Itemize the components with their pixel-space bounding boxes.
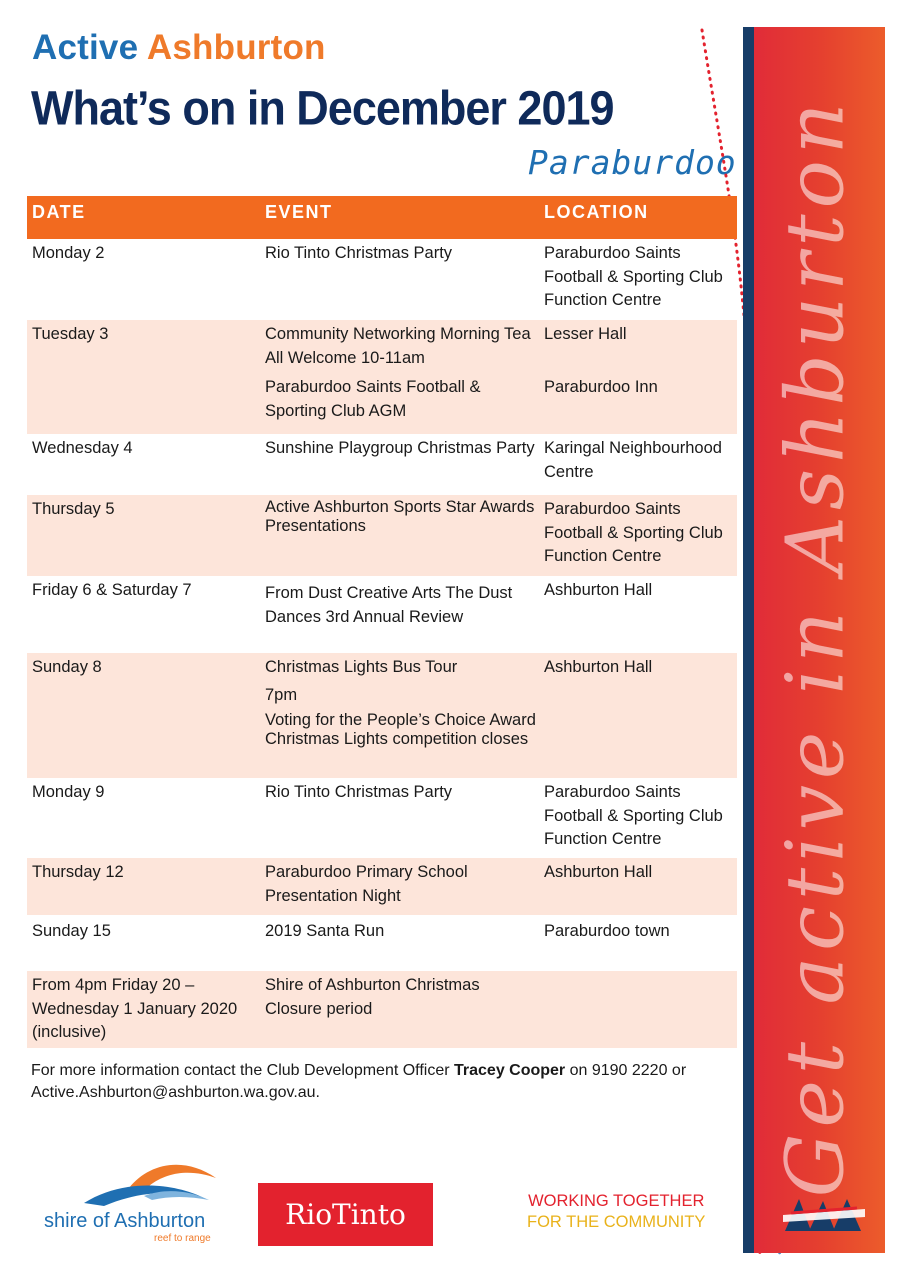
- row-event: 2019 Santa Run: [265, 922, 385, 940]
- row-event: Paraburdoo Saints Football & Sporting Club AGM: [265, 378, 481, 420]
- row-location: Ashburton Hall: [544, 658, 653, 676]
- row-event: Voting for the People’s Choice Award Christmas Lights competition closes: [265, 711, 536, 748]
- row-location: Paraburdoo Inn: [544, 378, 658, 396]
- row-location: Lesser Hall: [544, 325, 627, 343]
- row-event: Rio Tinto Christmas Party: [265, 244, 453, 262]
- contact-prefix: For more information contact the Club Development Officer: [31, 1062, 454, 1079]
- row-event: 7pm: [265, 685, 298, 704]
- shire-tagline: reef to range: [154, 1233, 211, 1244]
- table-row: [27, 239, 737, 320]
- row-date: Monday 9: [32, 783, 105, 801]
- table-row: [27, 971, 737, 1048]
- row-event: Active Ashburton Sports Star Awards Presentations: [265, 498, 535, 535]
- together-line1: WORKING TOGETHER: [528, 1192, 705, 1210]
- row-location: Paraburdoo Saints Football & Sporting Club Function Centre: [544, 244, 723, 309]
- row-location: Paraburdoo town: [544, 922, 670, 940]
- table-row: [27, 915, 737, 971]
- table-row: [27, 653, 737, 778]
- row-event: Sunshine Playgroup Christmas Party: [265, 439, 535, 457]
- table-row: [27, 495, 737, 576]
- header-location: LOCATION: [544, 202, 649, 222]
- active-ashburton-logo-icon: [781, 1195, 867, 1233]
- row-location-group: [538, 323, 737, 434]
- brand-ashburton: Ashburton: [146, 28, 326, 67]
- row-date: Tuesday 3: [32, 325, 109, 343]
- table-row: [27, 434, 737, 495]
- header-event: EVENT: [265, 202, 333, 222]
- table-row: [27, 576, 737, 653]
- row-event: Rio Tinto Christmas Party: [265, 783, 453, 801]
- shire-name: shire of Ashburton: [44, 1210, 206, 1232]
- row-event: Christmas Lights Bus Tour: [265, 658, 458, 676]
- working-together-text: [527, 1191, 705, 1233]
- table-row: [27, 858, 737, 915]
- row-date: Wednesday 4: [32, 439, 133, 457]
- side-banner: [743, 27, 885, 1253]
- shire-wave-icon: [44, 1158, 224, 1213]
- side-banner-navy-edge: [743, 27, 754, 1253]
- contact-info: [31, 1060, 731, 1104]
- rio-tinto-logo: RioTinto: [258, 1183, 433, 1246]
- shire-logo: [44, 1158, 224, 1248]
- table-row: [27, 320, 737, 434]
- row-location: Paraburdoo Saints Football & Sporting Club Function Centre: [544, 500, 723, 565]
- header-date: DATE: [32, 202, 86, 222]
- row-date: Thursday 5: [32, 500, 115, 518]
- row-event-group: [260, 656, 538, 778]
- together-line2: FOR THE COMMUNITY: [527, 1213, 706, 1231]
- row-date: Thursday 12: [32, 863, 124, 881]
- row-event: From Dust Creative Arts The Dust Dances 3rd Annual Review: [265, 584, 513, 626]
- row-location: Ashburton Hall: [544, 581, 653, 599]
- town-name: Paraburdoo: [528, 143, 737, 182]
- row-date: Sunday 15: [32, 922, 111, 940]
- page-title: What’s on in December 2019: [31, 80, 614, 136]
- row-event: Shire of Ashburton Christmas Closure period: [265, 976, 480, 1018]
- events-table: [27, 196, 737, 1048]
- table-header: [27, 196, 737, 239]
- row-date: From 4pm Friday 20 – Wednesday 1 January 2020 (inclusive): [32, 976, 238, 1041]
- row-event: Paraburdoo Primary School Presentation Night: [265, 863, 468, 905]
- brand-active: Active: [32, 28, 139, 67]
- brand-heading: [32, 28, 326, 68]
- contact-name: Tracey Cooper: [454, 1062, 566, 1079]
- row-event-group: [260, 323, 538, 434]
- side-banner-slogan: Get active in Ashburton: [768, 96, 862, 1198]
- table-row: [27, 778, 737, 858]
- row-date: Sunday 8: [32, 658, 102, 676]
- row-event: Community Networking Morning Tea All Welcome 10-11am: [265, 325, 531, 367]
- row-location: Ashburton Hall: [544, 863, 653, 881]
- contact-suffix: on 9190 2220 or Active.Ashburton@ashburton.wa.gov.au.: [31, 1062, 687, 1101]
- row-location: Karingal Neighbourhood Centre: [544, 439, 722, 481]
- row-location: [538, 974, 737, 1048]
- row-date: Monday 2: [32, 244, 105, 262]
- row-date: Friday 6 & Saturday 7: [32, 581, 192, 599]
- row-location: Paraburdoo Saints Football & Sporting Club Function Centre: [544, 783, 723, 848]
